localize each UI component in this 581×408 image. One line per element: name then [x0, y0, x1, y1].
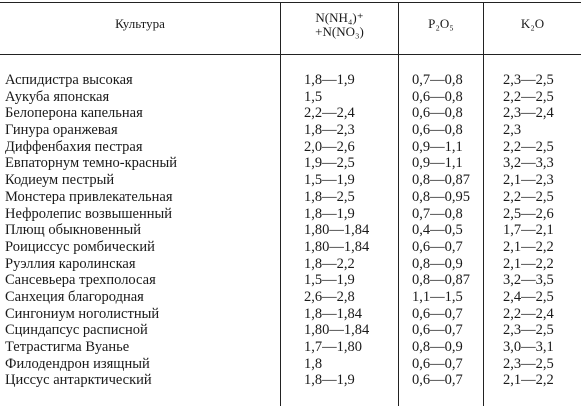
nitrogen-cell: 2,0—2,6 — [304, 138, 355, 155]
p2o5-cell: 0,6—0,7 — [412, 238, 463, 255]
nitrogen-cell: 1,80—1,84 — [304, 238, 370, 255]
p2o5-cell: 0,6—0,7 — [412, 322, 463, 339]
k2o-cell: 2,3—2,4 — [503, 105, 554, 122]
p2o5-cell: 0,8—0,95 — [412, 188, 470, 205]
culture-name-cell: Сансевьера трехполосая — [5, 272, 156, 289]
k2o-cell: 2,1—2,2 — [503, 372, 554, 389]
nitrogen-cell: 1,8—1,9 — [304, 72, 355, 88]
nitrogen-cell: 1,8—2,3 — [304, 122, 355, 139]
p2o5-cell: 1,1—1,5 — [412, 288, 463, 305]
nitrogen-cell: 1,80—1,84 — [304, 322, 370, 339]
k2o-cell: 2,2—2,4 — [503, 305, 554, 322]
table-row — [0, 155, 581, 172]
culture-name-cell: Белоперона капельная — [5, 105, 143, 122]
p2o5-cell: 0,8—0,87 — [412, 172, 470, 189]
p2o5-cell: 0,6—0,7 — [412, 305, 463, 322]
k2o-cell: 2,2—2,5 — [503, 138, 554, 155]
nitrogen-cell: 1,8—2,2 — [304, 255, 355, 272]
table-row — [0, 105, 581, 122]
k2o-cell: 1,7—2,1 — [503, 222, 554, 239]
p2o5-cell: 0,6—0,8 — [412, 122, 463, 139]
p2o5-cell: 0,6—0,8 — [412, 105, 463, 122]
k2o-cell: 2,1—2,2 — [503, 255, 554, 272]
header-k2o-label: K₂O — [520, 16, 545, 31]
header-nitrogen-line2: +N(NO₃) — [315, 24, 364, 39]
nitrogen-cell: 1,5—1,9 — [304, 172, 355, 189]
p2o5-cell: 0,8—0,9 — [412, 339, 463, 355]
culture-name-cell: Аукуба японская — [5, 88, 110, 105]
table-row — [0, 339, 581, 356]
p2o5-cell: 0,8—0,9 — [412, 255, 463, 272]
nitrogen-cell: 1,80—1,84 — [304, 222, 370, 239]
nitrogen-cell: 1,8—1,9 — [304, 372, 355, 389]
header-p2o5-label: P₂O₅ — [428, 16, 454, 31]
k2o-cell: 3,0—3,1 — [503, 339, 554, 355]
nitrogen-cell: 1,5 — [304, 88, 323, 105]
table-row — [0, 289, 581, 306]
culture-name-cell: Кодиеум пестрый — [5, 172, 115, 189]
culture-name-cell: Сингониум ноголистный — [5, 305, 160, 322]
culture-name-cell: Роициссус ромбический — [5, 238, 155, 255]
nitrogen-cell: 1,9—2,5 — [304, 155, 355, 172]
header-k2o — [484, 17, 581, 31]
nitrogen-cell: 1,7—1,80 — [304, 339, 362, 355]
culture-name-cell: Аспидистра высокая — [5, 72, 133, 88]
k2o-cell: 2,3—2,5 — [503, 72, 554, 88]
culture-name-cell: Евпаторнум темно-красный — [5, 155, 178, 172]
table-header-rule — [0, 54, 581, 55]
header-nitrogen — [281, 11, 398, 39]
table-row — [0, 89, 581, 106]
table-row — [0, 72, 581, 89]
culture-name-cell: Плющ обыкновенный — [5, 222, 141, 239]
p2o5-cell: 0,4—0,5 — [412, 222, 463, 239]
culture-name-cell: Циссус антарктический — [5, 372, 152, 389]
table-row — [0, 306, 581, 323]
k2o-cell: 3,2—3,5 — [503, 272, 554, 289]
nitrogen-cell: 1,8—2,5 — [304, 188, 355, 205]
table-row — [0, 322, 581, 339]
nitrogen-cell: 1,5—1,9 — [304, 272, 355, 289]
nitrogen-cell: 2,2—2,4 — [304, 105, 355, 122]
p2o5-cell: 0,7—0,8 — [412, 205, 463, 222]
header-culture — [0, 17, 280, 31]
header-p2o5 — [399, 17, 483, 31]
table-row — [0, 206, 581, 223]
culture-name-cell: Сциндапсус расписной — [5, 322, 148, 339]
nitrogen-cell: 2,6—2,8 — [304, 288, 355, 305]
culture-name-cell: Монстера привлекательная — [5, 188, 173, 205]
nitrogen-cell: 1,8 — [304, 355, 323, 372]
table-body — [0, 72, 581, 389]
p2o5-cell: 0,9—1,1 — [412, 138, 463, 155]
table-row — [0, 372, 581, 389]
culture-name-cell: Руэллия каролинская — [5, 255, 136, 272]
p2o5-cell: 0,9—1,1 — [412, 155, 463, 172]
p2o5-cell: 0,8—0,87 — [412, 272, 470, 289]
k2o-cell: 2,1—2,3 — [503, 172, 554, 189]
k2o-cell: 2,2—2,5 — [503, 188, 554, 205]
table-row — [0, 172, 581, 189]
k2o-cell: 2,2—2,5 — [503, 88, 554, 105]
table-row — [0, 356, 581, 373]
table-row — [0, 256, 581, 273]
header-culture-label: Культура — [115, 16, 165, 31]
p2o5-cell: 0,7—0,8 — [412, 72, 463, 88]
culture-name-cell: Санхеция благородная — [5, 288, 144, 305]
header-nitrogen-line1: N(NH₄)⁺ — [315, 10, 364, 25]
k2o-cell: 2,3—2,5 — [503, 322, 554, 339]
culture-name-cell: Гинура оранжевая — [5, 122, 118, 139]
nitrogen-cell: 1,8—1,84 — [304, 305, 362, 322]
culture-name-cell: Тетрастигма Вуанье — [5, 339, 130, 355]
k2o-cell: 2,3 — [503, 122, 522, 139]
culture-name-cell: Нефролепис возвышенный — [5, 205, 172, 222]
table-row — [0, 139, 581, 156]
table-row — [0, 239, 581, 256]
table-row — [0, 189, 581, 206]
k2o-cell: 3,2—3,3 — [503, 155, 554, 172]
k2o-cell: 2,4—2,5 — [503, 288, 554, 305]
p2o5-cell: 0,6—0,7 — [412, 372, 463, 389]
table-row — [0, 122, 581, 139]
k2o-cell: 2,5—2,6 — [503, 205, 554, 222]
table-top-rule — [0, 2, 581, 3]
table-row — [0, 222, 581, 239]
k2o-cell: 2,3—2,5 — [503, 355, 554, 372]
p2o5-cell: 0,6—0,7 — [412, 355, 463, 372]
table-row — [0, 272, 581, 289]
k2o-cell: 2,1—2,2 — [503, 238, 554, 255]
culture-name-cell: Диффенбахия пестрая — [5, 138, 143, 155]
nitrogen-cell: 1,8—1,9 — [304, 205, 355, 222]
p2o5-cell: 0,6—0,8 — [412, 88, 463, 105]
culture-name-cell: Филодендрон изящный — [5, 355, 150, 372]
